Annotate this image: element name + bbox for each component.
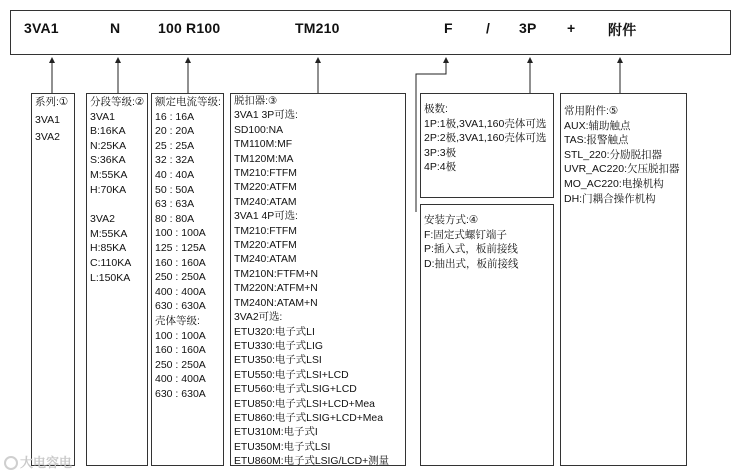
trip-line: TM220N:ATFM+N [234,283,318,295]
accessory-line: UVR_AC220:欠压脱扣器 [564,163,680,176]
trip-line: 3VA1 3P可选: [234,110,298,122]
rc-item: 630 : 630A [155,300,206,313]
bc-item: L:150KA [90,271,131,284]
watermark-text: 大电容电 [20,455,73,470]
accessories-title: 常用附件:⑤ [564,105,619,117]
bc-item: 3VA1 [90,110,115,123]
code-breaking-capacity: N [110,20,121,36]
code-plus: + [567,20,576,36]
rc-item: 50 : 50A [155,183,195,196]
frame-size-title: 壳体等级: [155,314,200,327]
mounting-line: D:抽出式，板前接线 [424,257,519,270]
trip-line: TM210:FTFM [234,225,297,237]
poles-line: 3P:3极 [424,146,457,159]
trip-line: ETU860:电子式LSIG+LCD+Mea [234,412,383,424]
breaking-capacity-title: 分段等级:② [90,96,145,108]
series-box [31,93,75,466]
rc-item: 125 : 125A [155,241,206,254]
frame-item: 160 : 160A [155,344,206,357]
accessory-line: TAS:报警触点 [564,134,629,147]
trip-line: TM220:ATFM [234,240,297,252]
accessory-line: MO_AC220:电操机构 [564,177,664,190]
code-rated-current: 100 R100 [158,20,221,36]
trip-line: TM210N:FTFM+N [234,268,318,280]
rc-item: 25 : 25A [155,139,195,152]
trip-line: ETU320:电子式LI [234,326,315,338]
bc-item: C:110KA [90,256,132,269]
trip-line: ETU310M:电子式I [234,427,318,439]
bc-item: H:85KA [90,242,127,255]
code-poles: 3P [519,20,537,36]
rated-current-box [151,93,224,466]
rc-item: 400 : 400A [155,285,206,298]
poles-line: 1P:1极,3VA1,160壳体可选 [424,117,547,130]
accessory-line: STL_220:分励脱扣器 [564,148,663,161]
code-separator: / [486,20,491,36]
code-accessories: 附件 [608,22,637,38]
mounting-line: P:插入式，板前接线 [424,243,518,256]
trip-line: SD100:NA [234,124,284,136]
frame-item: 630 : 630A [155,387,206,400]
bc-item: N:25KA [90,139,127,152]
trip-line: ETU860M:电子式LSIG/LCD+测量 [234,456,390,468]
code-trip-unit: TM210 [295,20,340,36]
poles-line: 2P:2极,3VA1,160壳体可选 [424,132,547,145]
trip-line: TM120M:MA [234,153,294,165]
trip-line: TM110M:MF [234,139,293,151]
rc-item: 100 : 100A [155,227,206,240]
trip-unit-box [230,93,406,466]
mounting-title: 安装方式:④ [424,214,479,226]
rated-current-title: 额定电流等级: [155,96,221,108]
bc-item: M:55KA [90,168,128,181]
poles-box [420,93,554,198]
trip-line: ETU850:电子式LSI+LCD+Mea [234,398,375,410]
frame-item: 400 : 400A [155,373,206,386]
accessory-line: AUX:辅助触点 [564,119,631,132]
rc-item: 250 : 250A [155,271,206,284]
trip-line: ETU330:电子式LIG [234,340,323,352]
bc-item: H:70KA [90,183,127,196]
trip-line: 3VA1 4P可选: [234,211,298,223]
poles-line: 4P:4极 [424,161,457,174]
trip-unit-title: 脱扣器:③ [234,96,278,107]
series-item: 3VA1 [35,113,60,126]
rc-item: 32 : 32A [155,154,195,167]
trip-line: ETU350:电子式LSI [234,355,322,367]
frame-item: 100 : 100A [155,329,206,342]
trip-line: ETU350M:电子式LSI [234,441,331,453]
series-item: 3VA2 [35,131,60,144]
bc-item: M:55KA [90,227,128,240]
mounting-line: F:固定式螺钉端子 [424,228,507,241]
code-series: 3VA1 [24,20,59,36]
watermark [4,452,72,471]
rc-item: 40 : 40A [155,168,195,181]
bc-item: 3VA2 [90,213,115,226]
rc-item: 80 : 80A [155,212,195,225]
frame-item: 250 : 250A [155,358,206,371]
trip-line: TM240:ATAM [234,196,297,208]
trip-line: ETU550:电子式LSI+LCD [234,369,349,381]
code-mounting: F [444,20,453,36]
trip-line: 3VA2可选: [234,312,283,324]
bc-item: S:36KA [90,154,126,167]
rc-item: 16 : 16A [155,110,195,123]
accessory-line: DH:门耦合操作机构 [564,192,656,205]
rc-item: 63 : 63A [155,198,195,211]
rc-item: 20 : 20A [155,125,195,138]
rc-item: 160 : 160A [155,256,206,269]
bc-item: B:16KA [90,125,126,138]
series-title: 系列:① [35,96,69,108]
poles-title: 极数: [424,103,448,115]
trip-line: TM240N:ATAM+N [234,297,318,309]
trip-line: TM240:ATAM [234,254,297,266]
mounting-box [420,204,554,466]
watermark-icon [4,456,18,470]
trip-line: TM210:FTFM [234,168,297,180]
accessories-box [560,93,687,466]
trip-line: TM220:ATFM [234,182,297,194]
trip-line: ETU560:电子式LSIG+LCD [234,384,357,396]
breaking-capacity-box [86,93,148,466]
